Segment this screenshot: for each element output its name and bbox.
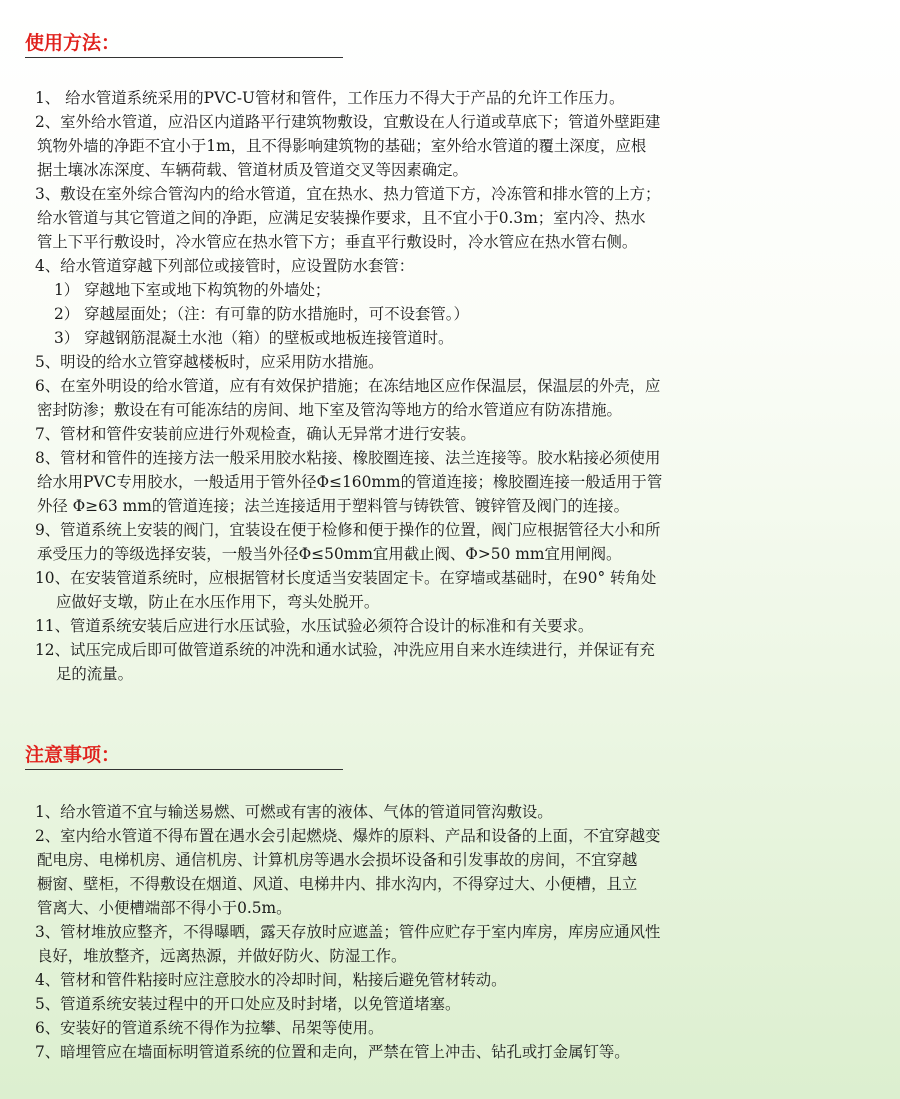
usage-line: 管上下平行敷设时，冷水管应在热水管下方；垂直平行敷设时，冷水管应在热水管右侧。 [37,233,638,251]
usage-heading: 使用方法： [25,28,343,58]
usage-line: 10、在安装管道系统时，应根据管材长度适当安装固定卡。在穿墙或基础时，在90° 转角处 [35,569,657,587]
usage-line: 8、管材和管件的连接方法一般采用胶水粘接、橡胶圈连接、法兰连接等。胶水粘接必须使用 [35,449,661,467]
usage-line: 给水用PVC专用胶水，一般适用于管外径Φ≤160mm的管道连接；橡胶圈连接一般适用于管 [37,473,663,491]
notes-section [0,740,900,1064]
usage-subline: 1） 穿越地下室或地下构筑物的外墙处； [54,281,331,299]
notes-line: 3、管材堆放应整齐，不得曝晒，露天存放时应遮盖；管件应贮存于室内库房，库房应通风性 [35,923,661,941]
notes-line: 6、安装好的管道系统不得作为拉攀、吊架等使用。 [35,1019,384,1037]
usage-section [0,28,900,686]
usage-line: 6、在室外明设的给水管道，应有有效保护措施；在冻结地区应作保温层，保温层的外壳，应 [35,377,661,395]
usage-line: 11、管道系统安装后应进行水压试验，水压试验必须符合设计的标准和有关要求。 [35,617,594,635]
usage-line: 7、管材和管件安装前应进行外观检查，确认无异常才进行安装。 [35,425,476,443]
notes-line: 4、管材和管件粘接时应注意胶水的冷却时间，粘接后避免管材转动。 [35,971,507,989]
usage-line: 给水管道与其它管道之间的净距，应满足安装操作要求，且不宜小于0.3m；室内冷、热水 [37,209,646,227]
usage-line: 密封防渗；敷设在有可能冻结的房间、地下室及管沟等地方的给水管道应有防冻措施。 [37,401,622,419]
notes-line: 良好，堆放整齐，远离热源，并做好防火、防湿工作。 [37,947,407,965]
usage-line: 5、明设的给水立管穿越楼板时，应采用防水措施。 [35,353,384,371]
notes-line: 1、给水管道不宜与输送易燃、可燃或有害的液体、气体的管道同管沟敷设。 [35,803,553,821]
usage-line: 筑物外墙的净距不宜小于1m，且不得影响建筑物的基础；室外给水管道的覆土深度，应根 [37,137,647,155]
usage-subline: 2） 穿越屋面处；（注：有可靠的防水措施时，可不设套管。） [54,305,469,323]
usage-line: 应做好支墩，防止在水压作用下，弯头处脱开。 [56,593,380,611]
usage-subline: 3） 穿越钢筋混凝土水池（箱）的壁板或地板连接管道时。 [54,329,454,347]
usage-line: 4、给水管道穿越下列部位或接管时，应设置防水套管： [35,257,415,275]
notes-list [0,800,900,1064]
usage-line: 2、室外给水管道，应沿区内道路平行建筑物敷设，宜敷设在人行道或草底下；管道外壁距建 [35,113,661,131]
notes-line: 5、管道系统安装过程中的开口处应及时封堵，以免管道堵塞。 [35,995,461,1013]
notes-heading: 注意事项： [25,740,343,770]
notes-line: 配电房、电梯机房、通信机房、计算机房等遇水会损坏设备和引发事故的房间，不宜穿越 [37,851,638,869]
usage-line: 1、 给水管道系统采用的PVC-U管材和管件，工作压力不得大于产品的允许工作压力。 [35,89,625,107]
usage-line: 承受压力的等级选择安装，一般当外径Φ≤50mm宜用截止阀、Φ>50 mm宜用闸阀。 [37,545,622,563]
notes-line: 2、室内给水管道不得布置在遇水会引起燃烧、爆炸的原料、产品和设备的上面，不宜穿越变 [35,827,661,845]
usage-line: 9、管道系统上安装的阀门，宜装设在便于检修和便于操作的位置，阀门应根据管径大小和所 [35,521,661,539]
notes-line: 橱窗、壁柜，不得敷设在烟道、风道、电梯井内、排水沟内，不得穿过大、小便槽，且立 [37,875,638,893]
usage-line: 12、试压完成后即可做管道系统的冲洗和通水试验，冲洗应用自来水连续进行，并保证有充 [35,641,655,659]
usage-line: 足的流量。 [56,665,133,683]
notes-line: 管离大、小便槽端部不得小于0.5m。 [37,899,292,917]
usage-list [0,86,900,686]
usage-line: 据土壤冰冻深度、车辆荷载、管道材质及管道交叉等因素确定。 [37,161,468,179]
usage-line: 外径 Φ≥63 mm的管道连接；法兰连接适用于塑料管与铸铁管、镀锌管及阀门的连接。 [37,497,629,515]
notes-line: 7、暗埋管应在墙面标明管道系统的位置和走向，严禁在管上冲击、钻孔或打金属钉等。 [35,1043,630,1061]
usage-line: 3、敷设在室外综合管沟内的给水管道，宜在热水、热力管道下方，冷冻管和排水管的上方； [35,185,661,203]
